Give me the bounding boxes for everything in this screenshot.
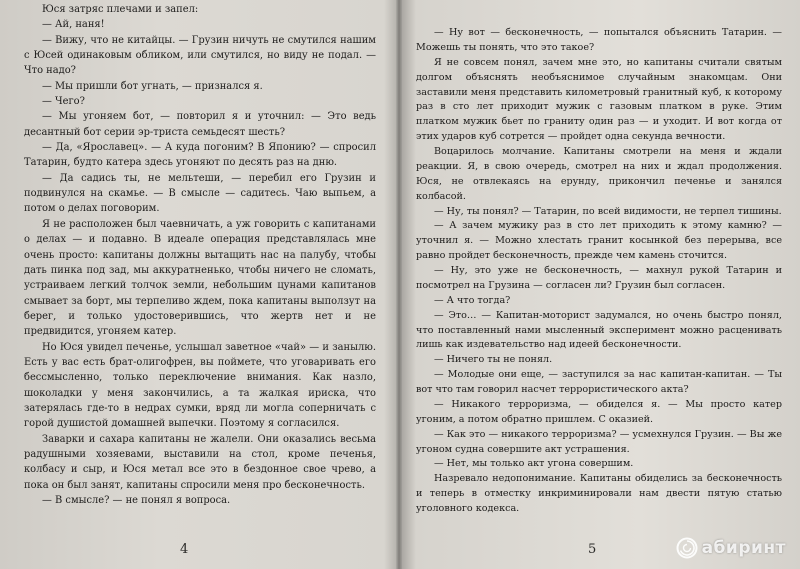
paragraph: Я не расположен был чаевничать, а уж говорить с капитанами о делах — и подавно. В идеале операция представлялась мне очень просто: капитаны должны вытащить нас на палубу, чтобы дать пинка под зад, мы аккуратненько, чтобы ничего не сломать, устраиваем легкий толчок земли, небольшим цунами капитанов смывает за борт, мы терпеливо ждем, пока капитаны выползут на берег, и только удостоверившись, что жертв нет и не предвидится, угоняем катер. [24, 218, 376, 338]
watermark [676, 537, 786, 559]
paragraph: — В смысле? — не понял я вопроса. [42, 495, 231, 506]
left-page-text [24, 2, 376, 508]
paragraph: Заварки и сахара капитаны не жалели. Они оказались весьма радушными хозяевами, выставили на стол, кроме печенья, колбасу и сыр, и Юся метал все это в бездонное свое чрево, а пока он был занят, капитаны спросили меня про бесконечность. [24, 433, 376, 491]
paragraph: — Ну вот — бесконечность, — попытался объяснить Татарин. — Можешь ты понять, что это такое? [416, 27, 782, 53]
paragraph: — А зачем мужику раз в сто лет приходить к этому камню? — уточнил я. — Можно хлестать гранит косынкой без перерыва, все равно пройдет бесконечность, прежде чем камень сточится. [416, 220, 782, 262]
paragraph: — Молодые они еще, — заступился за нас капитан-капитан. — Ты вот что там говорил насчет террористического акта? [416, 369, 782, 395]
paragraph: — Да садись ты, не мельтеши, — перебил его Грузин и подвинулся на скамье. — В смысле — садитесь. Чаю выпьем, а потом о делах поговорим. [24, 172, 376, 215]
paragraph: — Нет, мы только акт угона совершим. [434, 458, 634, 470]
paragraph: Юся затряс плечами и запел: [42, 4, 199, 15]
right-page [400, 0, 800, 569]
page-number-right: 5 [588, 542, 597, 557]
paragraph: Я не совсем понял, зачем мне это, но капитаны считали святым долгом объяснять необъяснимое случайным знакомцам. Они заставили меня представить километровый гранитный куб, к которому раз в сто лет приходит мужик с газовым платком в руке. Этим платком мужик бьет по граниту один раз — и уходит. И вот когда от этих ударов куб сотрется — пройдет одна секунда вечности. [416, 56, 782, 143]
paragraph: — Да, «Ярославец». — А куда погоним? В Японию? — спросил Татарин, будто катера здесь угоняют по десять раз на дню. [24, 142, 376, 169]
paragraph: — Мы пришли бот угнать, — признался я. [42, 80, 263, 92]
paragraph: — Это… — Капитан-моторист задумался, но очень быстро понял, что поставленный нами мысленный эксперимент можно расценивать лишь как издевательство над идеей бесконечности. [416, 309, 782, 351]
left-page [0, 0, 396, 569]
paragraph: — Никакого терроризма, — обиделся я. — Мы просто катер угоним, а потом обратно пришлем. С оказией. [416, 398, 782, 425]
paragraph: — Как это — никакого терроризма? — усмехнулся Грузин. — Вы же угоном судна совершите акт устрашения. [416, 428, 782, 455]
labyrinth-logo-icon [676, 537, 698, 559]
paragraph: — Ну, ты понял? — Татарин, по всей видимости, не терпел тишины. [434, 205, 782, 217]
paragraph: — Ай, наня! [42, 19, 105, 31]
paragraph: — Чего? [42, 96, 85, 108]
right-page-text [416, 26, 782, 517]
paragraph: — А что тогда? [434, 294, 511, 306]
paragraph: Но Юся увидел печенье, услышал заветное «чай» — и занылю. Есть у вас есть брат-олигофрен, вы поймете, что уговаривать его бессмысленно, только переключение внимания. Как назло, шоколадки у меня закончились, а та жалкая ириска, что затерялась где-то в недрах сумки, вряд ли могла соперничать с горой душистой домашней выпечки. Поэтому я согласился. [24, 341, 376, 430]
paragraph: — Мы угоняем бот, — повторил я и уточнил: — Это ведь десантный бот серии эр-триста семьдесят шесть? [24, 111, 376, 138]
watermark-label: абиринт [701, 538, 786, 558]
paragraph: — Ну, это уже не бесконечность, — махнул рукой Татарин и посмотрел на Грузина — согласен ли? Грузин был согласен. [416, 265, 782, 291]
page-number-left: 4 [180, 542, 189, 557]
paragraph: Воцарилось молчание. Капитаны смотрели на меня и ждали реакции. Я, в свою очередь, смотрел на них и ждал продолжения. Юся, не отвлекаясь на ерунду, прикончил печенье и занялся колбасой. [416, 146, 782, 202]
paragraph: — Ничего ты не понял. [434, 354, 553, 366]
paragraph: — Вижу, что не китайцы. — Грузин ничуть не смутился нашим с Юсей одинаковым обликом, или смутился, но виду не подал. — Что надо? [24, 34, 376, 77]
paragraph: Назревало недопонимание. Капитаны обиделись за бесконечность и теперь в отместку инкриминировали нам двести пятую статью уголовного кодекса. [416, 473, 782, 514]
